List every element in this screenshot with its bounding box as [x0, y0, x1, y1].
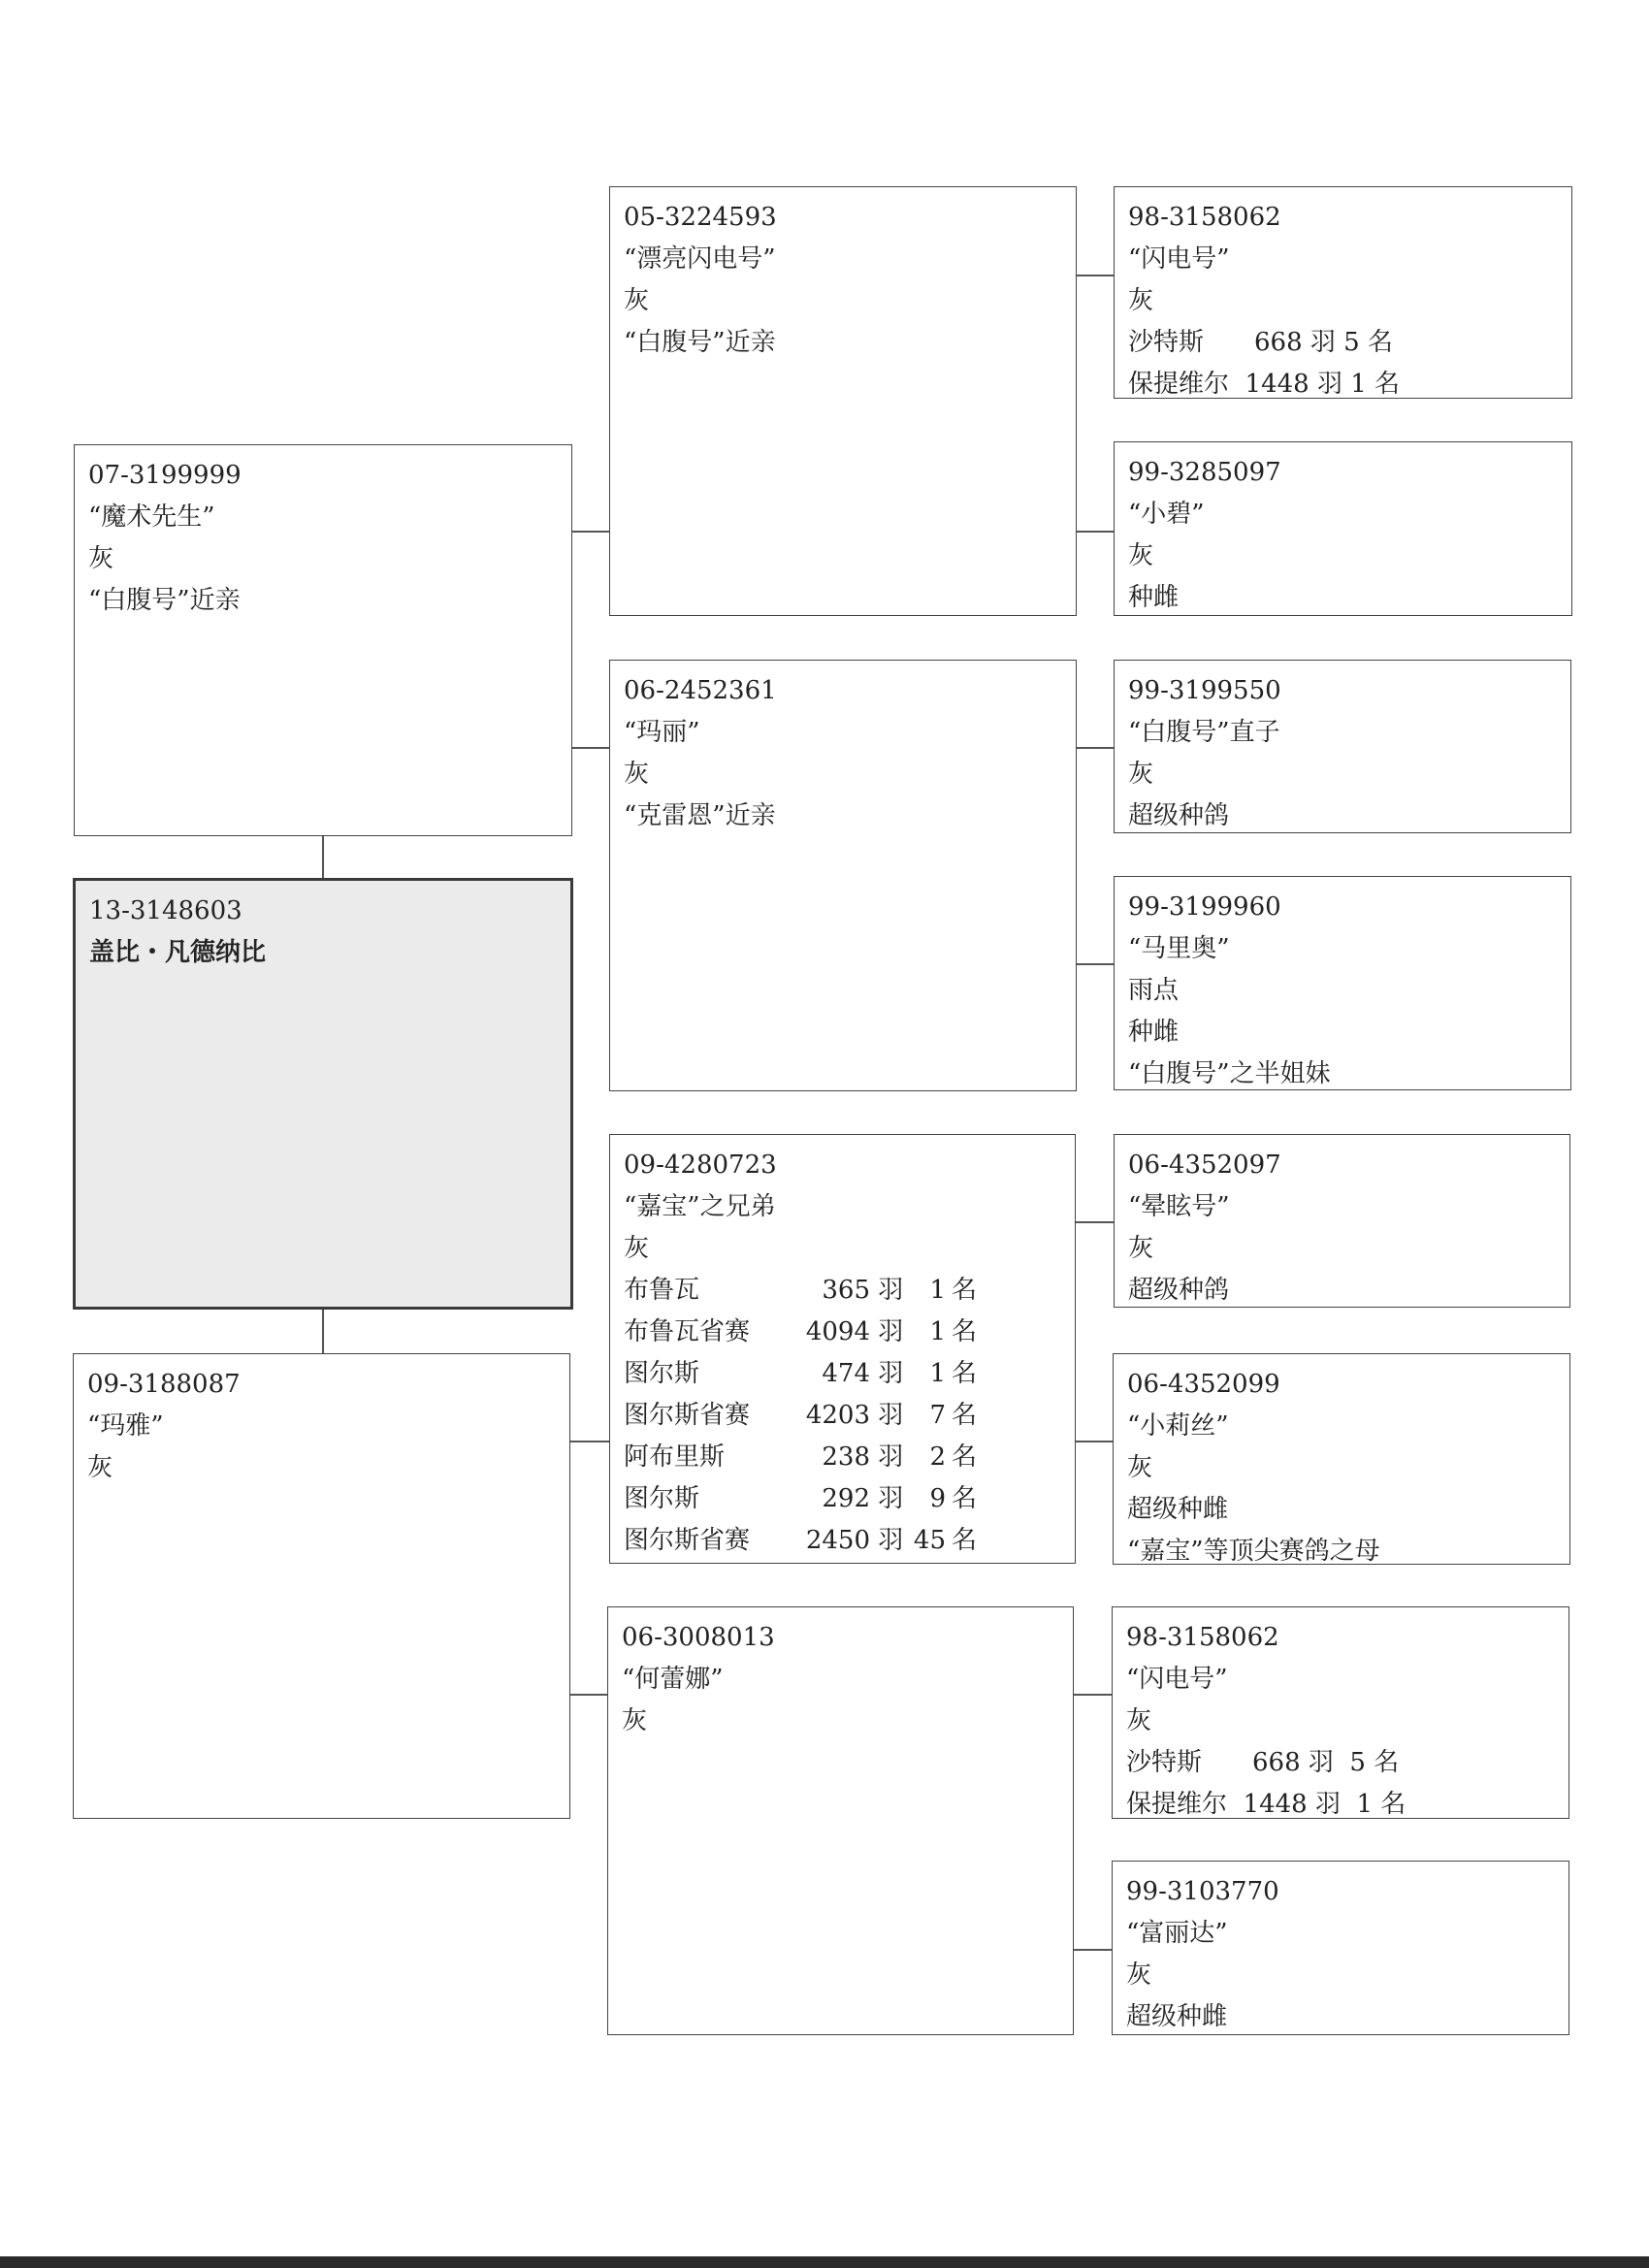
sire-name: “魔术先生” — [88, 502, 215, 532]
gen3-color: 灰 — [1128, 286, 1154, 315]
gen3-detail: 超级种鸽 — [1128, 1276, 1230, 1305]
gen3-detail: 种雌 — [1128, 1018, 1180, 1047]
connector — [322, 1310, 324, 1353]
gen3-name: “闪电号” — [1126, 1665, 1228, 1694]
gen3-color: 雨点 — [1128, 976, 1180, 1005]
connector — [1076, 1441, 1113, 1442]
connector — [1074, 1949, 1112, 1951]
gen3-card — [1112, 1861, 1569, 2035]
gen3-card — [1114, 186, 1572, 399]
gen3-card — [1113, 1353, 1570, 1565]
connector — [1077, 275, 1114, 276]
sire-sire-color: 灰 — [624, 286, 650, 315]
gen3-id: 99-3199550 — [1128, 676, 1281, 705]
sire-dam-color: 灰 — [624, 760, 650, 789]
race-result-row: 图尔斯 292 羽 9 名 — [624, 1484, 978, 1513]
subject-name: 盖比・凡德纳比 — [89, 938, 267, 967]
connector — [1077, 531, 1114, 533]
gen3-detail: “白腹号”之半姐妹 — [1128, 1059, 1331, 1088]
sire-id: 07-3199999 — [88, 461, 242, 490]
gen3-detail: 超级种雌 — [1127, 1495, 1229, 1524]
connector — [322, 836, 324, 878]
sire-note: “白腹号”近亲 — [88, 586, 241, 615]
race-result-row: 图尔斯 474 羽 1 名 — [624, 1359, 978, 1388]
race-result-row: 图尔斯省赛 4203 羽 7 名 — [624, 1401, 978, 1430]
scan-edge — [0, 2256, 1649, 2268]
gen3-detail: 沙特斯 668 羽 5 名 — [1128, 328, 1393, 357]
race-result-row: 阿布里斯 238 羽 2 名 — [624, 1442, 978, 1472]
subject-card — [73, 878, 573, 1310]
sire-sire-name: “漂亮闪电号” — [624, 244, 776, 274]
gen3-id: 99-3103770 — [1126, 1877, 1279, 1906]
gen3-name: “白腹号”直子 — [1128, 718, 1280, 747]
dam-dam-color: 灰 — [622, 1706, 648, 1735]
gen3-card — [1114, 876, 1571, 1090]
connector — [1077, 963, 1114, 965]
gen3-name: “富丽达” — [1126, 1919, 1228, 1948]
dam-color: 灰 — [87, 1453, 113, 1482]
race-result-row: 布鲁瓦 365 羽 1 名 — [624, 1276, 978, 1305]
gen3-color: 灰 — [1126, 1706, 1152, 1735]
gen3-detail: 超级种鸽 — [1128, 801, 1230, 830]
gen3-name: “晕眩号” — [1128, 1192, 1230, 1221]
gen3-detail: 保提维尔 1448 羽 1 名 — [1126, 1790, 1406, 1819]
sire-color: 灰 — [88, 544, 114, 573]
gen3-card — [1114, 441, 1572, 616]
connector — [570, 1441, 609, 1442]
gen3-id: 06-4352097 — [1128, 1150, 1281, 1180]
connector — [570, 1694, 607, 1696]
gen3-detail: 沙特斯 668 羽 5 名 — [1126, 1748, 1400, 1777]
connector — [1076, 1221, 1114, 1223]
connector — [1077, 747, 1114, 749]
race-result-row: 图尔斯省赛 2450 羽 45 名 — [624, 1526, 978, 1555]
gen3-card — [1114, 660, 1571, 833]
gen3-id: 99-3285097 — [1128, 458, 1281, 487]
connector — [572, 531, 609, 533]
gen3-id: 98-3158062 — [1126, 1623, 1279, 1652]
gen3-detail: “嘉宝”等顶尖赛鸽之母 — [1127, 1537, 1380, 1566]
gen3-color: 灰 — [1128, 541, 1154, 570]
sire-card — [74, 444, 572, 836]
sire-dam-name: “玛丽” — [624, 718, 700, 747]
gen3-color: 灰 — [1128, 760, 1154, 789]
gen3-detail: 超级种雌 — [1126, 2002, 1228, 2031]
gen3-name: “闪电号” — [1128, 244, 1230, 274]
connector — [572, 747, 609, 749]
dam-name: “玛雅” — [87, 1411, 164, 1441]
dam-id: 09-3188087 — [87, 1370, 241, 1399]
gen3-color: 灰 — [1126, 1960, 1152, 1990]
sire-sire-note: “白腹号”近亲 — [624, 328, 776, 357]
gen3-card — [1112, 1606, 1569, 1819]
dam-dam-name: “何蕾娜” — [622, 1665, 724, 1694]
gen3-id: 98-3158062 — [1128, 203, 1281, 232]
sire-dam-id: 06-2452361 — [624, 676, 777, 705]
dam-sire-name: “嘉宝”之兄弟 — [624, 1192, 776, 1221]
dam-sire-id: 09-4280723 — [624, 1150, 777, 1180]
gen3-detail: 保提维尔 1448 羽 1 名 — [1128, 370, 1401, 399]
gen3-id: 99-3199960 — [1128, 892, 1281, 922]
gen3-name: “小莉丝” — [1127, 1411, 1229, 1441]
connector — [1074, 1694, 1112, 1696]
dam-sire-color: 灰 — [624, 1234, 650, 1263]
gen3-name: “马里奥” — [1128, 934, 1230, 963]
sire-dam-note: “克雷恩”近亲 — [624, 801, 776, 830]
race-result-row: 布鲁瓦省赛 4094 羽 1 名 — [624, 1317, 978, 1346]
dam-dam-card — [607, 1606, 1074, 2035]
dam-card — [73, 1353, 570, 1819]
sire-sire-card — [609, 186, 1077, 616]
gen3-detail: 种雌 — [1128, 583, 1180, 612]
subject-id: 13-3148603 — [89, 896, 242, 925]
sire-sire-id: 05-3224593 — [624, 203, 777, 232]
sire-dam-card — [609, 660, 1077, 1091]
gen3-color: 灰 — [1128, 1234, 1154, 1263]
gen3-id: 06-4352099 — [1127, 1370, 1280, 1399]
gen3-card — [1114, 1134, 1570, 1308]
dam-dam-id: 06-3008013 — [622, 1623, 775, 1652]
gen3-name: “小碧” — [1128, 500, 1205, 529]
dam-sire-card — [609, 1134, 1076, 1564]
gen3-color: 灰 — [1127, 1453, 1153, 1482]
